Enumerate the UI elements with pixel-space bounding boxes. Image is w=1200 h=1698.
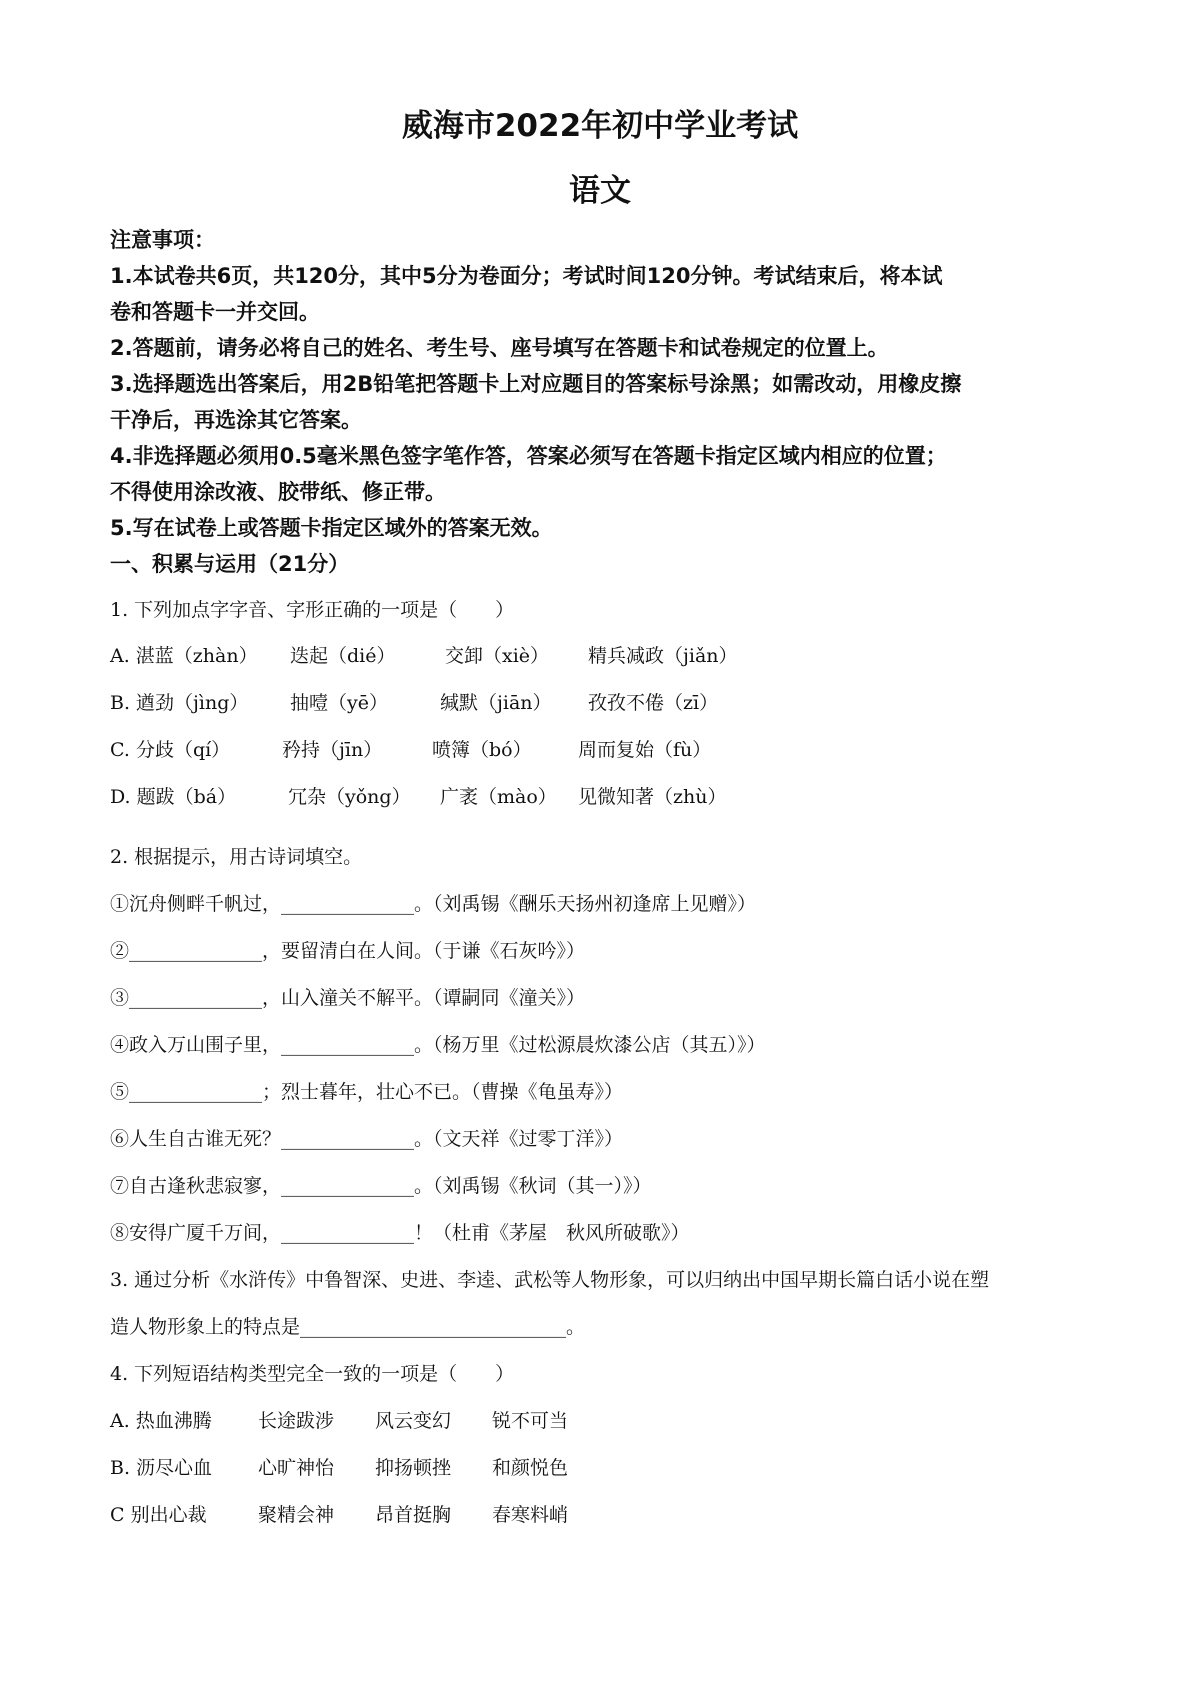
- option-d-item: 广袤（mào）: [440, 786, 557, 808]
- poem-fill-line: ⑧安得广厦千万间，______________！（杜甫《茅屋 秋风所破歌》）: [110, 1222, 690, 1244]
- option-c-item: 矜持（jīn）: [282, 739, 383, 761]
- question-1-option-b: [110, 689, 1110, 717]
- question-1-option-c: [110, 736, 1110, 764]
- option-d-item: D. 题跋（bá）: [110, 786, 237, 808]
- section-heading: 一、积累与运用（21分）: [110, 552, 350, 576]
- note-line: 1.本试卷共6页，共120分，其中5分为卷面分；考试时间120分钟。考试结束后，将本试: [110, 264, 943, 288]
- option-a-item: 风云变幻: [375, 1410, 452, 1432]
- option-b-item: 抽噎（yē）: [290, 692, 388, 714]
- question-4-stem: 4. 下列短语结构类型完全一致的一项是（ ）: [110, 1363, 515, 1385]
- question-1-option-a: [110, 642, 1110, 670]
- note-line: 干净后，再选涂其它答案。: [110, 408, 362, 432]
- option-b-item: 和颜悦色: [492, 1457, 569, 1479]
- question-4-option-b: [110, 1454, 1110, 1482]
- option-a-item: A. 湛蓝（zhàn）: [110, 645, 258, 667]
- option-c-item: 喷簿（bó）: [432, 739, 532, 761]
- option-b-item: B. 沥尽心血: [110, 1457, 213, 1479]
- question-4-option-c: [110, 1501, 1110, 1529]
- question-4-option-a: [110, 1407, 1110, 1435]
- note-line: 3.选择题选出答案后，用2B铅笔把答题卡上对应题目的答案标号涂黑；如需改动，用橡皮擦: [110, 372, 962, 396]
- option-b-item: 抑扬顿挫: [375, 1457, 452, 1479]
- question-1-stem: 1. 下列加点字字音、字形正确的一项是（ ）: [110, 599, 515, 621]
- option-c-item: C. 分歧（qí）: [110, 739, 231, 761]
- option-c-item: 春寒料峭: [492, 1504, 569, 1526]
- question-1-option-d: [110, 783, 1110, 811]
- question-3-line: 3. 通过分析《水浒传》中鲁智深、史进、李逵、武松等人物形象，可以归纳出中国早期长篇白话小说在塑: [110, 1269, 990, 1291]
- option-a-item: A. 热血沸腾: [110, 1410, 212, 1432]
- option-c-item: 昂首挺胸: [375, 1504, 452, 1526]
- option-c-item: 聚精会神: [258, 1504, 335, 1526]
- exam-title: 威海市2022年初中学业考试: [401, 108, 799, 144]
- option-b-item: 缄默（jiān）: [440, 692, 552, 714]
- poem-fill-line: ⑤______________；烈士暮年，壮心不已。（曹操《龟虽寿》）: [110, 1081, 624, 1103]
- option-c-item: C 别出心裁: [110, 1504, 207, 1526]
- option-a-item: 交卸（xiè）: [445, 645, 550, 667]
- option-d-item: 见微知著（zhù）: [578, 786, 727, 808]
- note-line: 不得使用涂改液、胶带纸、修正带。: [110, 480, 446, 504]
- poem-fill-line: ⑥人生自古谁无死？______________。（文天祥《过零丁洋》）: [110, 1128, 624, 1150]
- option-b-item: 孜孜不倦（zī）: [588, 692, 719, 714]
- poem-fill-line: ②______________，要留清白在人间。（于谦《石灰吟》）: [110, 940, 586, 962]
- option-c-item: 周而复始（fù）: [578, 739, 712, 761]
- option-b-item: B. 遒劲（jìng）: [110, 692, 249, 714]
- question-3-line: 造人物形象上的特点是____________________________。: [110, 1316, 586, 1338]
- notes-heading: 注意事项：: [110, 228, 215, 252]
- option-a-item: 长途跋涉: [258, 1410, 335, 1432]
- poem-fill-line: ⑦自古逢秋悲寂寥，______________。（刘禹锡《秋词（其一）》）: [110, 1175, 652, 1197]
- option-b-item: 心旷神怡: [258, 1457, 335, 1479]
- subject-title: 语文: [569, 173, 631, 209]
- note-line: 5.写在试卷上或答题卡指定区域外的答案无效。: [110, 516, 553, 540]
- option-a-item: 迭起（dié）: [290, 645, 396, 667]
- question-2-stem: 2. 根据提示，用古诗词填空。: [110, 846, 363, 868]
- poem-fill-line: ①沉舟侧畔千帆过，______________。（刘禹锡《酬乐天扬州初逢席上见赠》）: [110, 893, 757, 915]
- note-line: 2.答题前，请务必将自己的姓名、考生号、座号填写在答题卡和试卷规定的位置上。: [110, 336, 889, 360]
- poem-fill-line: ③______________，山入潼关不解平。（谭嗣同《潼关》）: [110, 987, 586, 1009]
- note-line: 4.非选择题必须用0.5毫米黑色签字笔作答，答案必须写在答题卡指定区域内相应的位置；: [110, 444, 947, 468]
- note-line: 卷和答题卡一并交回。: [110, 300, 320, 324]
- poem-fill-line: ④政入万山围子里，______________。（杨万里《过松源晨炊漆公店（其五）》）: [110, 1034, 766, 1056]
- option-d-item: 冗杂（yǒng）: [288, 786, 411, 808]
- option-a-item: 锐不可当: [492, 1410, 569, 1432]
- option-a-item: 精兵减政（jiǎn）: [588, 645, 738, 667]
